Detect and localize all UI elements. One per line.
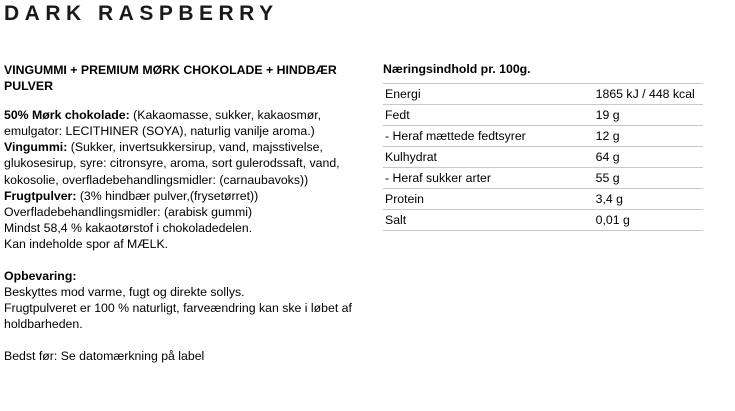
storage-heading: Opbevaring:: [4, 269, 77, 284]
nutrition-value: 55 g: [596, 168, 703, 189]
table-row: [383, 126, 703, 147]
nutrition-label: Protein: [383, 189, 596, 210]
page-title: DARK RASPBERRY: [4, 2, 279, 25]
ingredient-lead-0: 50% Mørk chokolade:: [4, 108, 130, 123]
ingredients-body: [4, 107, 354, 252]
ingredient-paragraph-2: [4, 188, 354, 204]
ingredient-lead-2: Frugtpulver:: [4, 188, 77, 203]
table-row: [383, 147, 703, 168]
nutrition-label: Kulhydrat: [383, 147, 596, 168]
table-row: [383, 105, 703, 126]
ingredients-column: [4, 62, 354, 365]
nutrition-table: [383, 83, 703, 231]
nutrition-label: Fedt: [383, 105, 596, 126]
nutrition-label: Salt: [383, 210, 596, 231]
table-row: [383, 189, 703, 210]
nutrition-value: 12 g: [596, 126, 703, 147]
nutrition-label: - Heraf mættede fedtsyrer: [383, 126, 596, 147]
ingredient-paragraph-4: Mindst 58,4 % kakaotørstof i chokoladedelen.: [4, 220, 253, 235]
spacer: [4, 252, 354, 268]
ingredients-heading: VINGUMMI + PREMIUM MØRK CHOKOLADE + HINDBÆR PULVER: [4, 63, 337, 94]
nutrition-value: 0,01 g: [596, 210, 703, 231]
ingredient-text-0: (Kakaomasse, sukker, kakaosmør, emulgator: LECITHINER (SOYA), naturlig vanilje aroma.): [4, 108, 322, 139]
nutrition-value: 1865 kJ / 448 kcal: [596, 84, 703, 105]
table-row: [383, 168, 703, 189]
nutrition-value: 3,4 g: [596, 189, 703, 210]
nutrition-title: Næringsindhold pr. 100g.: [383, 62, 531, 76]
ingredient-paragraph-5: Kan indeholde spor af MÆLK.: [4, 236, 169, 251]
table-row: [383, 210, 703, 231]
nutrition-value: 64 g: [596, 147, 703, 168]
nutrition-label: - Heraf sukker arter: [383, 168, 596, 189]
table-row: [383, 84, 703, 105]
ingredient-paragraph-3: Overfladebehandlingsmidler: (arabisk gummi): [4, 204, 253, 219]
nutrition-column: [383, 62, 723, 231]
ingredient-text-2: (3% hindbær pulver,(frysetørret)): [76, 188, 259, 203]
storage-line-1: Frugtpulveret er 100 % naturligt, farveændring kan ske i løbet af holdbarheden.: [4, 301, 352, 332]
nutrition-value: 19 g: [596, 105, 703, 126]
nutrition-label: Energi: [383, 84, 596, 105]
storage-line-0: Beskyttes mod varme, fugt og direkte sollys.: [4, 285, 245, 300]
ingredient-text-1: (Sukker, invertsukkersirup, vand, majsstivelse, glukosesirup, syre: citronsyre, aroma, sort gulerodssaft, vand, kokosolie, overfladebehandlingsmidler: (carnaubavoks)): [4, 140, 340, 187]
best-before-text: Bedst før: Se datomærkning på label: [4, 349, 205, 364]
ingredient-lead-1: Vingummi:: [4, 140, 68, 155]
